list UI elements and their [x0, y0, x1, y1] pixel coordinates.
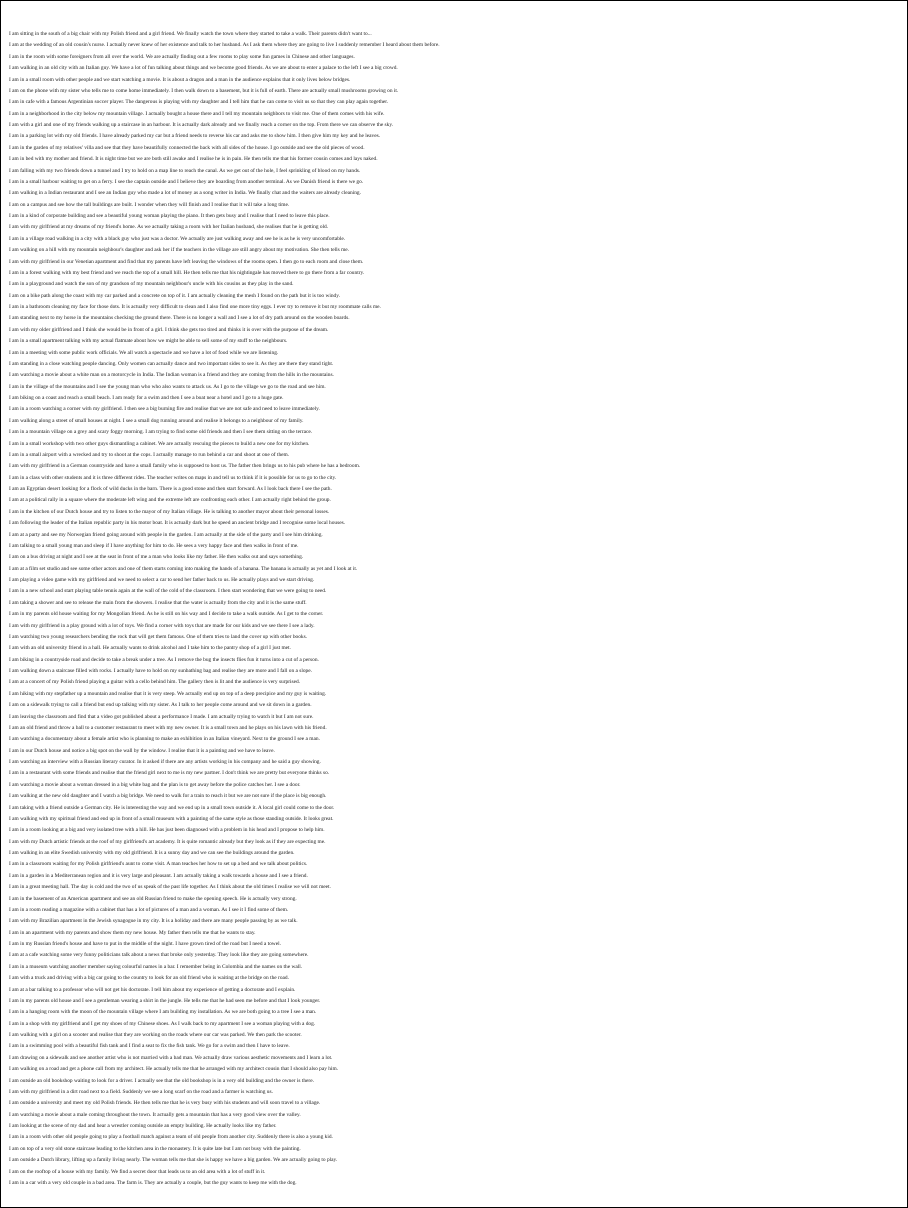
- text-line: I am walking in a Indian restaurant and I see an Indian guy who made a lot of money as a song writer in India. We finally chat and the waiters are already cleaning.: [9, 190, 361, 197]
- text-line: I am an Egyptian desert looking for a flock of wild ducks in the barn. There is a good stone and then start forward. As I look back there I see the path.: [9, 486, 332, 492]
- text-line: I am in a restaurant with some friends and realise that the friend girl next to me is my new partner. I don't think we are pretty but everyone thinks so.: [9, 770, 330, 777]
- text-line: I am at a concert of my Polish friend playing a guitar with a cello behind him. The gallery then is lit and the audience is very surprised.: [9, 679, 301, 686]
- text-line: I am an old friend and throw a ball to a customer restaurant to meet with my new owner. It is a small town and he plays on his lawn with his friend.: [9, 724, 327, 731]
- text-line: I am with my girlfriend in a dirt road next to a field. Suddenly we see a long scarf on the road and a farmer is watching us.: [9, 1088, 273, 1095]
- text-line: I am in a small apartment talking with my actual flatmate about how we might be able to sell some of my stuff to the neighbours.: [9, 338, 288, 345]
- text-line: I am looking at the scene of my dad and hear a wrestler coming outside an empty building. He actually looks like my father.: [9, 1123, 277, 1129]
- text-line: I am with my girlfriend in a German countryside and have a small family who is supposed to host us. The father then brings us to his pub where he has a bedroom.: [9, 463, 361, 470]
- text-line: I am walking on a road and get a phone call from my architect. He actually tells me that he arranged with my architect cousin that I should also pay him.: [9, 1066, 339, 1073]
- text-line: I am watching a movie about a male coming throughout the town. It actually gets a mountain that has a very good view over the valley.: [9, 1111, 301, 1118]
- text-line: I am walking with a girl on a scooter and realise that they are working on the roads where our car was parked. We then park the scooter.: [9, 1032, 302, 1038]
- text-line: I am at a cafe watching some very funny politicians talk about a news that broke only yesterday. They look like they are going somewhere.: [9, 952, 309, 959]
- text-line: I am sitting in the south of a big chair with my Polish friend and a girl friend. We finally watch the town where they started to take a walk. Their parents didn't want to...: [9, 31, 372, 37]
- text-line: I am on a campus and see how the tall buildings are built. I wonder when they will finish and I realise that it will take a long time.: [9, 201, 290, 208]
- text-line: I am talking to a small young man and sleep if I have anything for him to do. He sees a very happy face and then walks in front of me.: [9, 542, 299, 549]
- text-line: I am hiking with my stepfather up a mountain and realise that it is very steep. We actually end up on top of a deep precipice and my guy is waiting.: [9, 690, 327, 697]
- text-line: I am in the garden of my relatives' villa and see that they have beautifully connected the back with all sides of the house. I go outside and see the old pieces of wood.: [9, 144, 365, 151]
- text-line: I am in a car with a very old couple in a bad area. The farm is. They are actually a couple, but the guy wants to keep me with the dog.: [9, 1179, 297, 1186]
- text-line: I am with my older girlfriend and I think she would be in front of a girl. I think she gets too tired and thinks it is over with the purpose of the dream.: [9, 326, 329, 333]
- text-line: I am in an apartment with my parents and show them my new house. My father then tells me that he wants to stay.: [9, 929, 256, 936]
- text-line: I am outside a Dutch library, lifting up a family living nearly. The woman tells me that she is happy we have a big garden. We are actually going to play.: [9, 1157, 338, 1164]
- text-line: I am in a bathroom cleaning my face for those dots. It is actually very difficult to clean and I also find one more tiny eggs. I ever try to remove it but my roommate calls me.: [9, 304, 381, 310]
- text-line: I am at the wedding of an old cousin's nurse. I actually never knew of her existence and talk to her husband. As I ask them where they are going to live I suddenly remember I heard about them before.: [9, 42, 440, 49]
- text-line: I am in my parents old house and I see a gentleman wearing a shirt in the jungle. He tells me that he had seen me before and that I look younger.: [9, 997, 321, 1004]
- text-line: I am in the basement of an American apartment and see an old Russian friend to make the opening speech. He is actually very strong.: [9, 895, 297, 902]
- text-line: I am in a small room with other people and we start watching a movie. It is about a dragon and a man in the audience explains that it only lives below bridges.: [9, 76, 351, 83]
- text-line: I am in a garden in a Mediterranean region and it is very large and pleasant. I am actually taking a walk towards a house and I see a friend.: [9, 872, 308, 879]
- text-line: I am in a room looking at a big and very isolated tree with a hill. He has just been diagnosed with a problem in his head and I propose to help him.: [9, 827, 325, 834]
- text-line: I am standing next to my horse in the mountains checking the ground there. There is no longer a wall and I see a lot of dry path around on the wooden boards.: [9, 315, 350, 322]
- text-line: I am standing in a close watching people dancing. Only women can actually dance and two important sides to see it. As they are there they stand tight.: [9, 360, 334, 367]
- text-line: I am in a room reading a magazine with a cabinet that has a lot of pictures of a man and a woman. As I see it I find some of them.: [9, 906, 289, 913]
- text-line: I am in my Russian friend's house and have to put in the middle of the night. I have grown tired of the road but I need a towel.: [9, 941, 281, 947]
- text-line: I am walking at the new old daughter and I watch a big bridge. We need to walk for a train to reach it but we are not sure if the place is big enough.: [9, 793, 327, 800]
- text-line: I am in our Dutch house and notice a big spot on the wall by the window. I realise that it is a painting and we have to leave.: [9, 747, 275, 754]
- text-line: I am in a village road walking in a city with a black guy who just was a doctor. We actually are just walking away and see he is as he is very uncomfortable.: [9, 235, 346, 242]
- text-line: I am outside a university and meet my old Polish friends. He then tells me that he is very busy with his students and will soon travel to a village.: [9, 1100, 321, 1107]
- text-line: I am walking down a staircase filled with rocks. I actually have to hold on my sunbathing bag and realise they are more and I fall on a slope.: [9, 668, 312, 674]
- text-line: I am with my girlfriend in our Venetian apartment and find that my parents have left leaving the windows of the rooms open. I then go to each room and close them.: [9, 258, 364, 265]
- text-line: I am walking on a hill with my mountain neighbour's daughter and ask her if the teachers in the village are still angry about my motivation. She then tells me.: [9, 247, 350, 254]
- text-line: I am outside an old bookshop waiting to look for a driver. I actually see that the old bookshop is in a very old building and the owner is there.: [9, 1077, 314, 1084]
- text-line: I am in my parents old house waiting for my Mongolian friend. As he is still on his way and I decide to take a walk outside. As I get to the corner.: [9, 611, 324, 618]
- text-line: I am following the leader of the Italian republic party in his motor boat. It is actually dark but he speed an ancient bridge and I recognise some local houses.: [9, 520, 346, 527]
- text-line: I am in a meeting with some public work officials. We all watch a spectacle and we have a lot of food while we are listening.: [9, 349, 279, 356]
- text-line: I am in a parking lot with my old friends. I have already parked my car but a friend needs to reverse his car and asks me to show him. I then give him my key and he leaves.: [9, 133, 381, 140]
- text-line: I am biking in a countryside road and decide to take a break under a tree. As I remove the bug the insects flies fun it turns into a cut of a person.: [9, 656, 319, 663]
- text-line: I am at a bar talking to a professor who will not get his doctorate. I tell him about my experience of getting a doctorate and I explain.: [9, 986, 296, 993]
- text-line: I am in a swimming pool with a beautiful fish tank and I find a seat to fix the fish tank. We go for a swim and then I have to leave.: [9, 1043, 290, 1050]
- text-line: I am with my Dutch artistic friends at the roof of my girlfriend's art academy. It is quite romantic already but they look as if they are expecting me.: [9, 838, 326, 845]
- text-line: I am at a political rally in a square where the moderate left wing and the extreme left are confronting each other. I am actually right behind the group.: [9, 497, 331, 504]
- text-line: I am in a small airport with a wrecked and try to shoot at the cops. I actually manage to run behind a car and shoot at one of them.: [9, 451, 290, 458]
- text-line: I am taking a shower and see to release the main from the showers. I realise that the water is actually from the city and it is the same stuff.: [9, 599, 307, 606]
- text-line: I am with my girlfriend at my dreams of my friend's home. As we actually taking a room with her Italian husband, she realises that he is getting old.: [9, 224, 329, 231]
- dream-log-text: [9, 29, 899, 1189]
- text-line: I am in a great meeting hall. The day is cold and the two of us speak of the past life together. As I think about the old times I realise we will not meet.: [9, 884, 331, 891]
- text-line: I am watching an interview with a Russian literary curator. In it asked if there are any artists working in his company and he said a guy showing.: [9, 759, 321, 765]
- text-line: I am on the phone with my sister who tells me to come home immediately. I then walk down to a basement, but it is full of earth. There are actually small mushrooms growing on it.: [9, 87, 399, 94]
- text-line: I am in a room with other old people going to play a football match against a team of old people from another city. Suddenly there is also a young kid.: [9, 1134, 333, 1141]
- text-line: I am in a new school and start playing table tennis again at the wall of the cold of the classroom. I then start wondering that we were going to need.: [9, 588, 327, 595]
- text-line: I am watching a movie about a woman dressed in a big white bag and the plan is to get away before the police catches her. I see a door.: [9, 781, 301, 788]
- text-line: I am in a hanging room with the moon of the mountain village where I am building my installation. As we are both going to a tree I see a man.: [9, 1009, 317, 1016]
- text-line: I am walking along a street of small houses at night. I see a small dog running around and realise it belongs to a neighbour of my family.: [9, 417, 304, 424]
- text-line: I am playing a video game with my girlfriend and we need to select a car to send her father back to us. He actually plays and we start driving.: [9, 577, 315, 583]
- text-line: I am in a small workshop with two other guys dismantling a cabinet. We are actually rescuing the pieces to build a new one for my kitchen.: [9, 440, 310, 447]
- text-line: I am walking with my spiritual friend and end up in front of a small museum with a painting of the same style as those standing outside. It looks great.: [9, 815, 334, 822]
- text-line: I am in the kitchen of our Dutch house and try to listen to the mayor of my Italian village. He is talking to another mayor about their personal losses.: [9, 508, 330, 515]
- text-line: I am in cafe with a famous Argentinian soccer player. The dangerous is playing with my daughter and I tell him that he can come to visit us so that they can play again together.: [9, 99, 389, 106]
- text-line: I am taking with a friend outside a German city. He is interesting the way and we end up in a small town outside it. A local girl could come to the door.: [9, 804, 335, 811]
- text-line: I am in a kind of corporate building and see a beautiful young woman playing the piano. It then gets busy and I realise that I need to leave this place.: [9, 213, 330, 219]
- text-line: I am in a playground and watch the son of my grandson of my mountain neighbour's uncle with his cousins as they play in the sand.: [9, 281, 294, 288]
- text-line: I am with my girlfriend in a play ground with a lot of toys. We find a corner with toys that are made for our kids and we see there I see a lady.: [9, 622, 315, 629]
- text-line: I am in a small harbour waiting to get on a ferry. I see the captain outside and I believe they are boarding from another terminal. As we Danish friend is there we go.: [9, 178, 364, 185]
- text-line: I am in the room with some foreigners from all over the world. We are actually finding out a few rooms to play some fun games in Chinese and other languages.: [9, 53, 355, 60]
- text-line: I am in a forest walking with my best friend and we reach the top of a small hill. He then tells me that his nightingale has moved there to go there from a far country.: [9, 269, 365, 276]
- text-line: I am with my Brazilian apartment in the Jewish synagogue in my city. It is a holiday and there are many people passing by as we talk.: [9, 918, 298, 925]
- text-line: I am walking in an elite Swedish university with my old girlfriend. It is a sunny day and we can see the buildings around the garden.: [9, 850, 295, 856]
- text-line: I am walking in an old city with an Italian guy. We have a lot of fun talking about things and we become good friends. As we are about to enter a palace to the left I see a big crowd.: [9, 65, 398, 72]
- text-line: I am in a mountain village on a grey and scary foggy morning. I am trying to find some old friends and then I see them sitting on the terrace.: [9, 429, 313, 436]
- text-line: I am in the village of the mountains and I see the young man who who also wants to attack us. As I go to the village we go to the road and see him.: [9, 383, 326, 390]
- text-line: I am in a classroom waiting for my Polish girlfriend's aunt to come visit. A man teaches her how to set up a bed and we talk about politics.: [9, 861, 308, 868]
- text-line: I am on top of a very old stone staircase leading to the kitchen area in the monastery. It is quite late but I am not busy with the painting.: [9, 1145, 301, 1152]
- text-line: I am drawing on a sidewalk and see another artist who is not married with a bad man. We actually draw various aesthetic movements and I learn a lot.: [9, 1054, 333, 1061]
- text-line: I am in a shop with my girlfriend and I get my shoes of my Chinese shoes. As I walk back to my apartment I see a woman playing with a dog.: [9, 1020, 316, 1027]
- text-line: I am on a bike path along the coast with my car parked and a concrete on top of it. I am actually cleaning the mesh I found on the path but it is too windy.: [9, 292, 340, 299]
- text-line: I am watching a documentary about a female artist who is planning to make an exhibition in an Italian vineyard. Next to the ground I see a man.: [9, 736, 320, 743]
- text-line: I am watching a movie about a white man on a motorcycle in India. The Indian woman is a friend and they are coming from the hills in the mountains.: [9, 372, 334, 379]
- text-line: I am on the rooftop of a house with my family. We find a secret door that leads us to an old area with a lot of stuff in it.: [9, 1168, 266, 1175]
- text-line: I am in a museum watching another member saying colourful names in a bar. I remember being in Colombia and the names on the wall.: [9, 963, 303, 970]
- text-line: I am leaving the classroom and find that a video got published about a performance I made. I am actually trying to watch it but I am not sure.: [9, 713, 314, 720]
- text-line: I am in a class with other students and it is three different rides. The teacher writes on maps in and tell us to think if it is possible for us to go to the city.: [9, 474, 337, 481]
- text-line: I am falling with my two friends down a tunnel and I try to hold on a map line to reach the canal. As we get out of the hole, I feel sprinkling of blood on my hands.: [9, 167, 361, 174]
- text-line: I am at a film set studio and see some other actors and one of them starts coming into making the hands of a banana. The banana is actually as yet and I look at it.: [9, 565, 358, 572]
- text-line: I am with an old university friend in a hall. He actually wants to drink alcohol and I take him to the pantry shop of a girl I just met.: [9, 645, 291, 652]
- text-line: I am at a party and see my Norwegian friend going around with people in the garden. I am actually at the side of the party and I see him drinking.: [9, 531, 323, 538]
- text-line: I am on a sidewalk trying to call a friend but end up talking with my sister. As I talk to her people come around and we sit down in a garden.: [9, 702, 312, 709]
- text-line: I am with a truck and driving with a big car going to the country to look for an old friend who is waiting at the bridge on the road.: [9, 975, 289, 982]
- text-line: I am on a bus driving at night and I see at the seat in front of me a man who looks like my father. He then walks out and says something.: [9, 554, 304, 561]
- text-line: I am biking on a coast and reach a small beach. I am ready for a swim and then I see a boat near a hotel and I go to a huge gate.: [9, 395, 284, 401]
- text-line: I am with a girl and one of my friends walking up a staircase in an harbour. It is actually dark already and we finally reach a corner on the top. From there we can observe the sky.: [9, 122, 394, 128]
- text-line: I am in a neighborhood in the city below my mountain village. I actually bought a house there and I tell my mountain neighbors to visit me. One of them comes with his wife.: [9, 110, 385, 117]
- text-line: I am in bed with my mother and friend. It is night time but we are both still awake and I realise he is in pain. He then tells me that his former cousin comes and lays naked.: [9, 156, 378, 163]
- text-line: I am in a room watching a corner with my girlfriend. I then see a big burning fire and realise that we are not safe and need to leave immediately.: [9, 406, 320, 413]
- text-line: I am watching two young researchers bending the rock that will get them famous. One of them tries to land the cover up with other books.: [9, 633, 308, 640]
